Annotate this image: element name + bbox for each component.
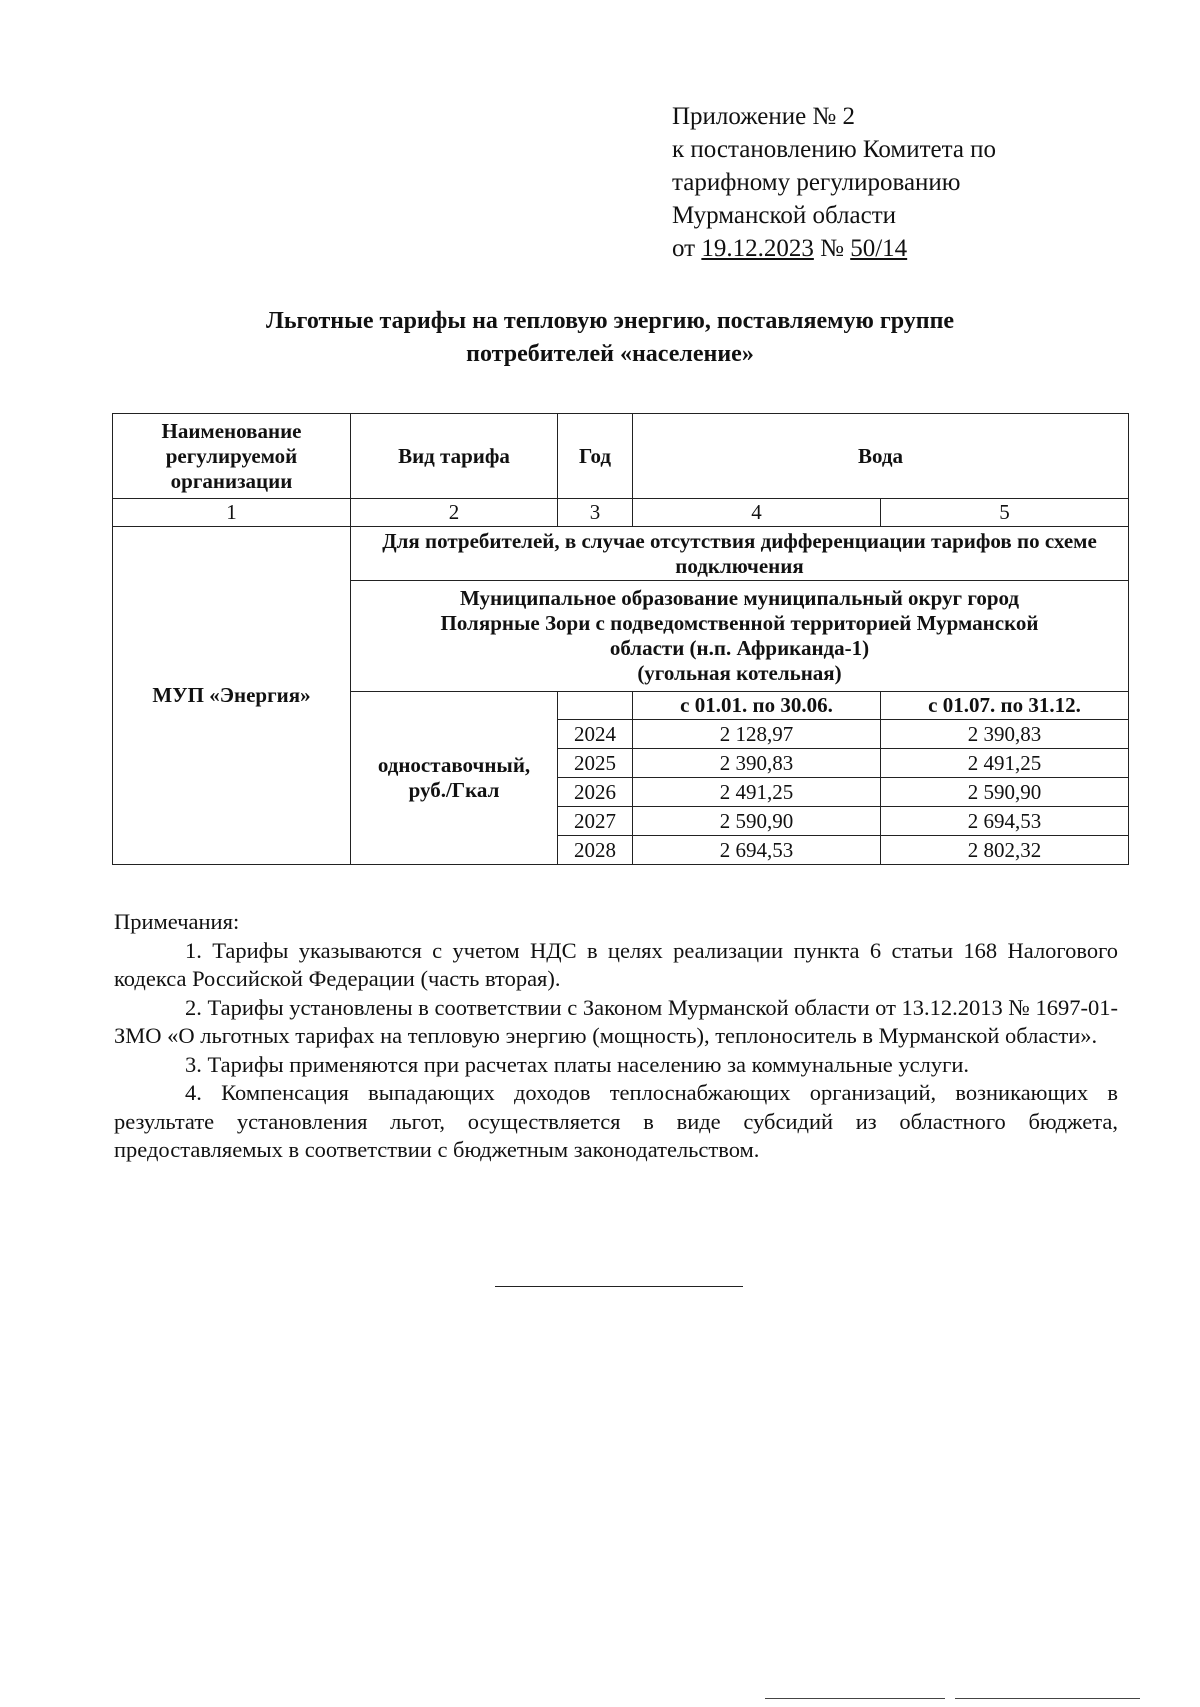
- row-h1-value: 2 694,53: [633, 836, 881, 865]
- section-note: Для потребителей, в случае отсутствия дифференциации тарифов по схеме подключения: [351, 527, 1129, 581]
- appendix-ref-line: к постановлению Комитета по: [672, 136, 997, 163]
- municipality-line: области (н.п. Африканда-1): [609, 636, 870, 660]
- column-number: 5: [881, 499, 1129, 527]
- column-number: 3: [558, 499, 633, 527]
- row-year: 2025: [558, 749, 633, 778]
- period-h1: с 01.01. по 30.06.: [633, 692, 881, 720]
- row-h2-value: 2 590,90: [881, 778, 1129, 807]
- column-number: 2: [351, 499, 558, 527]
- municipality-line: Полярные Зори с подведомственной территорией Мурманской: [440, 611, 1039, 635]
- header-tariff-type: Вид тарифа: [351, 414, 558, 499]
- row-h2-value: 2 802,32: [881, 836, 1129, 865]
- title-line: потребителей «население»: [466, 341, 754, 367]
- row-h1-value: 2 590,90: [633, 807, 881, 836]
- municipality-line: Муниципальное образование муниципальный округ город: [459, 586, 1020, 610]
- end-divider: [495, 1286, 743, 1287]
- notes-heading: Примечания:: [114, 909, 240, 934]
- resolution-date-line: [672, 232, 996, 265]
- appendix-header: [672, 100, 996, 265]
- appendix-ref-line: Мурманской области: [672, 202, 897, 229]
- column-number: 4: [633, 499, 881, 527]
- document-title: [110, 305, 1110, 371]
- row-year: 2028: [558, 836, 633, 865]
- header-org: Наименование регулируемой организации: [113, 414, 351, 499]
- footer-line: [955, 1698, 1140, 1699]
- header-water: Вода: [633, 414, 1129, 499]
- date-prefix: от: [672, 235, 702, 262]
- row-h2-value: 2 694,53: [881, 807, 1129, 836]
- tariff-table: [112, 413, 1129, 865]
- header-year: Год: [558, 414, 633, 499]
- row-h1-value: 2 390,83: [633, 749, 881, 778]
- period-h2: с 01.07. по 31.12.: [881, 692, 1129, 720]
- note-item: 1. Тарифы указываются с учетом НДС в целях реализации пункта 6 статьи 168 Налогового кодекса Российской Федерации (часть вторая).: [114, 937, 1118, 991]
- organization-name: МУП «Энергия»: [113, 527, 351, 865]
- title-line: Льготные тарифы на тепловую энергию, поставляемую группе: [265, 308, 955, 334]
- note-item: 2. Тарифы установлены в соответствии с Законом Мурманской области от 13.12.2013 № 1697-01-ЗМО «О льготных тарифах на тепловую энергию (мощность), теплоноситель в Мурманской области».: [114, 994, 1118, 1048]
- row-h2-value: 2 390,83: [881, 720, 1129, 749]
- footer-line: [765, 1698, 945, 1699]
- appendix-number: Приложение № 2: [672, 103, 856, 130]
- number-prefix: №: [813, 235, 851, 262]
- tariff-type-value: одноставочный, руб./Гкал: [351, 692, 558, 865]
- year-blank: [558, 692, 633, 720]
- row-year: 2024: [558, 720, 633, 749]
- resolution-date: 19.12.2023: [701, 235, 814, 262]
- appendix-ref-line: тарифному регулированию: [672, 169, 961, 196]
- row-h1-value: 2 491,25: [633, 778, 881, 807]
- column-number: 1: [113, 499, 351, 527]
- municipality-line: (угольная котельная): [637, 661, 842, 685]
- resolution-number: 50/14: [850, 235, 908, 262]
- municipality: [351, 581, 1129, 692]
- notes-section: [114, 908, 1118, 1165]
- note-item: 4. Компенсация выпадающих доходов теплоснабжающих организаций, возникающих в результате установления льгот, осуществляется в виде субсидий из областного бюджета, предоставляемых в соответствии с бюджетным законодательством.: [114, 1080, 1118, 1162]
- row-h2-value: 2 491,25: [881, 749, 1129, 778]
- row-year: 2026: [558, 778, 633, 807]
- row-h1-value: 2 128,97: [633, 720, 881, 749]
- row-year: 2027: [558, 807, 633, 836]
- note-item: 3. Тарифы применяются при расчетах платы населению за коммунальные услуги.: [185, 1051, 969, 1077]
